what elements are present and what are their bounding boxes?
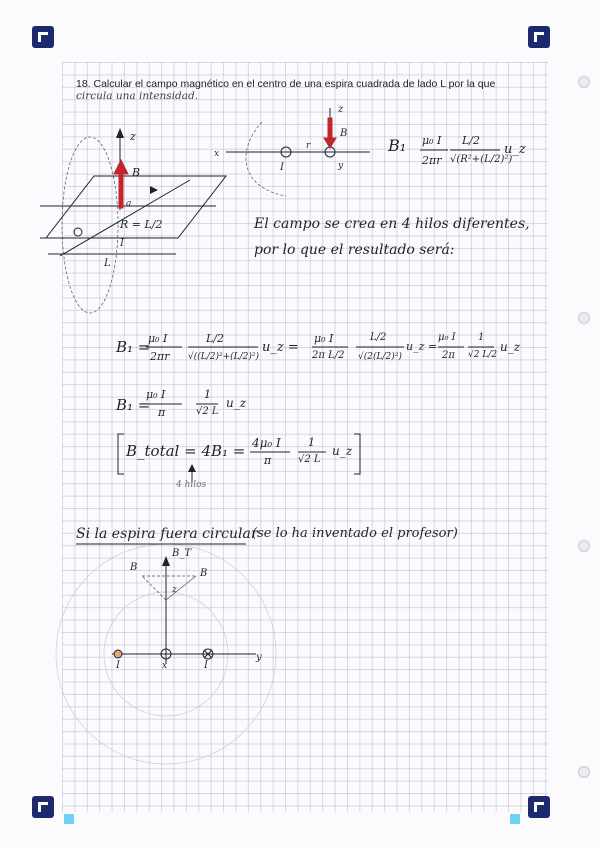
fig1-a-label: a: [126, 199, 132, 209]
eq2-u1: u_z =: [262, 340, 299, 355]
eq2-f-den: √2 L/2: [468, 350, 498, 360]
fig1-I-label: I: [120, 238, 124, 249]
bracket-right: [354, 434, 360, 474]
fig1-z-label: z: [130, 130, 136, 143]
figure-wire-side-view: [214, 104, 370, 196]
field-arc: [246, 122, 286, 196]
field-line-ellipse: [62, 137, 118, 313]
eq3-f-den: √2 L: [196, 406, 219, 417]
fig3-y-label: y: [256, 652, 262, 663]
problem-line-1: 18. Calcular el campo magnético en el centro de una espira cuadrada de lado L por la que: [76, 78, 496, 90]
fig3-z-label: z: [172, 585, 177, 595]
fig3-B2-label: B: [200, 568, 208, 579]
eq3-f-num: 1: [204, 388, 211, 401]
field-vector-right: [166, 576, 196, 600]
eq4-f-num: 1: [308, 436, 315, 449]
fig2-z-label: z: [338, 104, 344, 115]
formula-1-unit: u_z: [504, 142, 526, 157]
eq3-u: u_z: [226, 396, 247, 410]
eq3-lhs: B₁ =: [116, 396, 151, 414]
bracket-left: [118, 434, 124, 474]
eq4-lhs: B_total = 4B₁ =: [126, 442, 246, 460]
fig2-I-label: I: [280, 162, 284, 173]
fig2-y-label: y: [338, 161, 344, 171]
eq4-note: 4 hilos: [176, 480, 207, 490]
formula-1-frac-den: √(R²+(L/2)²): [450, 154, 513, 165]
fig3-BT-label: B_T: [172, 548, 192, 559]
figure-circular-loop: [56, 544, 276, 764]
eq2-d-den: √(2(L/2)²): [358, 352, 402, 362]
fig2-B-label: B: [340, 128, 348, 139]
field-vector-left: [142, 576, 166, 600]
field-arrow-icon: [114, 160, 128, 174]
fig3-x-label: x: [162, 661, 168, 671]
fig2-r-label: r: [306, 141, 311, 151]
eq2-a-den: 2πr: [150, 350, 170, 363]
wire-dot-icon: [114, 650, 122, 658]
field-vector-B: [119, 172, 123, 208]
formula-1-lhs: B₁: [388, 136, 407, 155]
fig3-z-arrow-icon: [162, 556, 170, 566]
eq2-c-den: 2π L/2: [312, 350, 345, 361]
fig3-B1-label: B: [130, 562, 138, 573]
eq2-c-num: μ₀ I: [314, 332, 334, 345]
section2-aside: (se lo ha inventado el profesor): [252, 526, 458, 541]
eq4-den: π: [264, 454, 272, 467]
note-line-2: por lo que el resultado será:: [254, 242, 455, 258]
fig2-x-label: x: [214, 149, 220, 159]
section2-title: Si la espira fuera circular: [76, 526, 258, 542]
formula-1-den: 2πr: [422, 154, 442, 167]
eq2-f-num: 1: [478, 332, 485, 343]
eq2-b-den: √((L/2)²+(L/2)²): [188, 352, 260, 362]
eq4-u: u_z: [332, 444, 353, 458]
eq4-f-den: √2 L: [298, 454, 321, 465]
eq2-lhs: B₁ =: [116, 338, 151, 356]
eq2-e-num: μ₀ I: [438, 332, 456, 343]
eq3-num: μ₀ I: [146, 388, 166, 401]
eq2-d-num: L/2: [370, 332, 387, 343]
fig1-R-label: R = L/2: [120, 218, 163, 231]
z-axis-arrow-icon: [116, 128, 124, 138]
formula-1-mu: μ₀ I: [422, 134, 442, 147]
fig1-L-label: L: [104, 258, 111, 269]
fig3-I-left-label: I: [116, 660, 120, 671]
eq2-a-num: μ₀ I: [148, 332, 168, 345]
current-dot-icon: [74, 228, 82, 236]
note-line-1: El campo se crea en 4 hilos diferentes,: [254, 216, 530, 232]
formula-1-frac-num: L/2: [462, 134, 481, 147]
eq2-b-num: L/2: [206, 332, 225, 345]
eq4-num: 4μ₀ I: [252, 436, 281, 450]
note-arrow-icon: [188, 464, 196, 472]
eq3-den: π: [158, 406, 166, 419]
figure-square-loop: [40, 128, 226, 313]
fig3-I-right-label: I: [204, 660, 208, 671]
eq2-e-den: 2π: [442, 350, 455, 361]
current-arrow-icon: [150, 186, 158, 194]
fig2-field-arrow-icon: [324, 138, 336, 148]
problem-line-2: circula una intensidad.: [76, 90, 199, 102]
eq2-u3: u_z: [500, 340, 521, 354]
fig1-B-label: B: [132, 166, 141, 179]
eq2-u2: u_z =: [406, 340, 438, 353]
